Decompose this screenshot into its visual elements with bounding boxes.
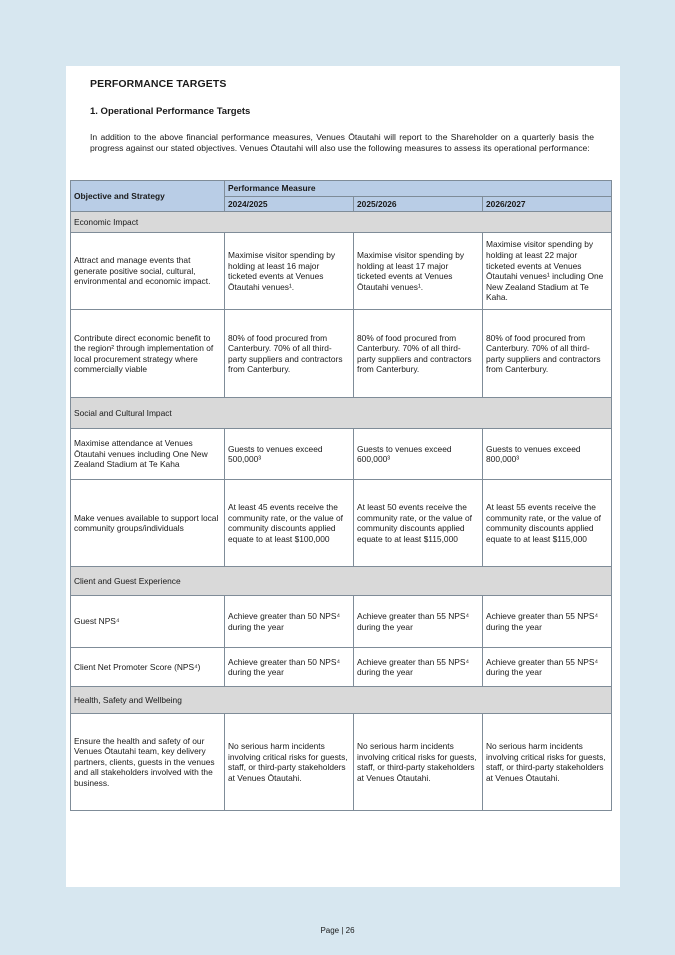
page-number: Page | 26 <box>320 926 355 935</box>
measure-cell: Maximise visitor spending by holding at least 17 major ticketed events at Venues Ōtautahi venues¹. <box>354 233 483 310</box>
measure-cell: Achieve greater than 55 NPS⁴ during the year <box>354 648 483 687</box>
page-heading: PERFORMANCE TARGETS <box>90 78 227 90</box>
section-title: Client and Guest Experience <box>71 567 612 596</box>
measure-cell: At least 45 events receive the community rate, or the value of community discounts applied equate to at least $100,000 <box>225 480 354 567</box>
objective-cell: Maximise attendance at Venues Ōtautahi venues including One New Zealand Stadium at Te Kaha <box>71 429 225 480</box>
measure-cell: Guests to venues exceed 600,000³ <box>354 429 483 480</box>
measure-cell: Achieve greater than 55 NPS⁴ during the year <box>483 596 612 648</box>
section-title: Economic Impact <box>71 212 612 233</box>
measure-cell: 80% of food procured from Canterbury. 70% of all third-party suppliers and contractors from Canterbury. <box>225 310 354 398</box>
performance-targets-table <box>70 180 612 811</box>
table-row <box>71 596 612 648</box>
measure-cell: Maximise visitor spending by holding at least 16 major ticketed events at Venues Ōtautahi venues¹. <box>225 233 354 310</box>
table-row <box>71 714 612 811</box>
measure-cell: No serious harm incidents involving critical risks for guests, staff, or third-party stakeholders at Venues Ōtautahi. <box>483 714 612 811</box>
objective-cell: Client Net Promoter Score (NPS⁴) <box>71 648 225 687</box>
measure-cell: Achieve greater than 55 NPS⁴ during the year <box>483 648 612 687</box>
section-row <box>71 212 612 233</box>
objective-cell: Ensure the health and safety of our Venues Ōtautahi team, key delivery partners, clients, guests in the venues and all stakeholders involved with the business. <box>71 714 225 811</box>
objective-cell: Attract and manage events that generate positive social, cultural, environmental and economic impact. <box>71 233 225 310</box>
table-row <box>71 310 612 398</box>
section-subheading: 1. Operational Performance Targets <box>90 106 251 117</box>
measure-cell: Achieve greater than 50 NPS⁴ during the year <box>225 648 354 687</box>
measure-cell: No serious harm incidents involving critical risks for guests, staff, or third-party stakeholders at Venues Ōtautahi. <box>225 714 354 811</box>
measure-cell: Achieve greater than 55 NPS⁴ during the year <box>354 596 483 648</box>
intro-paragraph: In addition to the above financial performance measures, Venues Ōtautahi will report to the Shareholder on a quarterly basis the progress against our stated objectives. Venues Ōtautahi will also use the following measures to assess its operational performance: <box>90 132 594 154</box>
section-title: Health, Safety and Wellbeing <box>71 687 612 714</box>
document-page <box>66 66 620 887</box>
header-year: 2026/2027 <box>483 196 612 212</box>
measure-cell: Achieve greater than 50 NPS⁴ during the year <box>225 596 354 648</box>
table-row <box>71 429 612 480</box>
objective-cell: Guest NPS⁴ <box>71 596 225 648</box>
measure-cell: Guests to venues exceed 800,000³ <box>483 429 612 480</box>
table-row <box>71 648 612 687</box>
section-row <box>71 687 612 714</box>
objective-cell: Contribute direct economic benefit to the region² through implementation of local procurement strategy where commercially viable <box>71 310 225 398</box>
measure-cell: At least 55 events receive the community rate, or the value of community discounts applied equate to at least $115,000 <box>483 480 612 567</box>
header-objective: Objective and Strategy <box>71 181 225 212</box>
header-year: 2024/2025 <box>225 196 354 212</box>
section-title: Social and Cultural Impact <box>71 398 612 429</box>
measure-cell: 80% of food procured from Canterbury. 70% of all third-party suppliers and contractors from Canterbury. <box>483 310 612 398</box>
measure-cell: Guests to venues exceed 500,000³ <box>225 429 354 480</box>
table-row <box>71 233 612 310</box>
section-row <box>71 398 612 429</box>
header-performance-measure: Performance Measure <box>225 181 612 197</box>
measure-cell: At least 50 events receive the community rate, or the value of community discounts applied equate to at least $115,000 <box>354 480 483 567</box>
table-row <box>71 480 612 567</box>
section-row <box>71 567 612 596</box>
measure-cell: 80% of food procured from Canterbury. 70% of all third-party suppliers and contractors from Canterbury. <box>354 310 483 398</box>
header-year: 2025/2026 <box>354 196 483 212</box>
measure-cell: Maximise visitor spending by holding at least 22 major ticketed events at Venues Ōtautahi venues¹ including One New Zealand Stadium at Te Kaha. <box>483 233 612 310</box>
objective-cell: Make venues available to support local community groups/individuals <box>71 480 225 567</box>
measure-cell: No serious harm incidents involving critical risks for guests, staff, or third-party stakeholders at Venues Ōtautahi. <box>354 714 483 811</box>
